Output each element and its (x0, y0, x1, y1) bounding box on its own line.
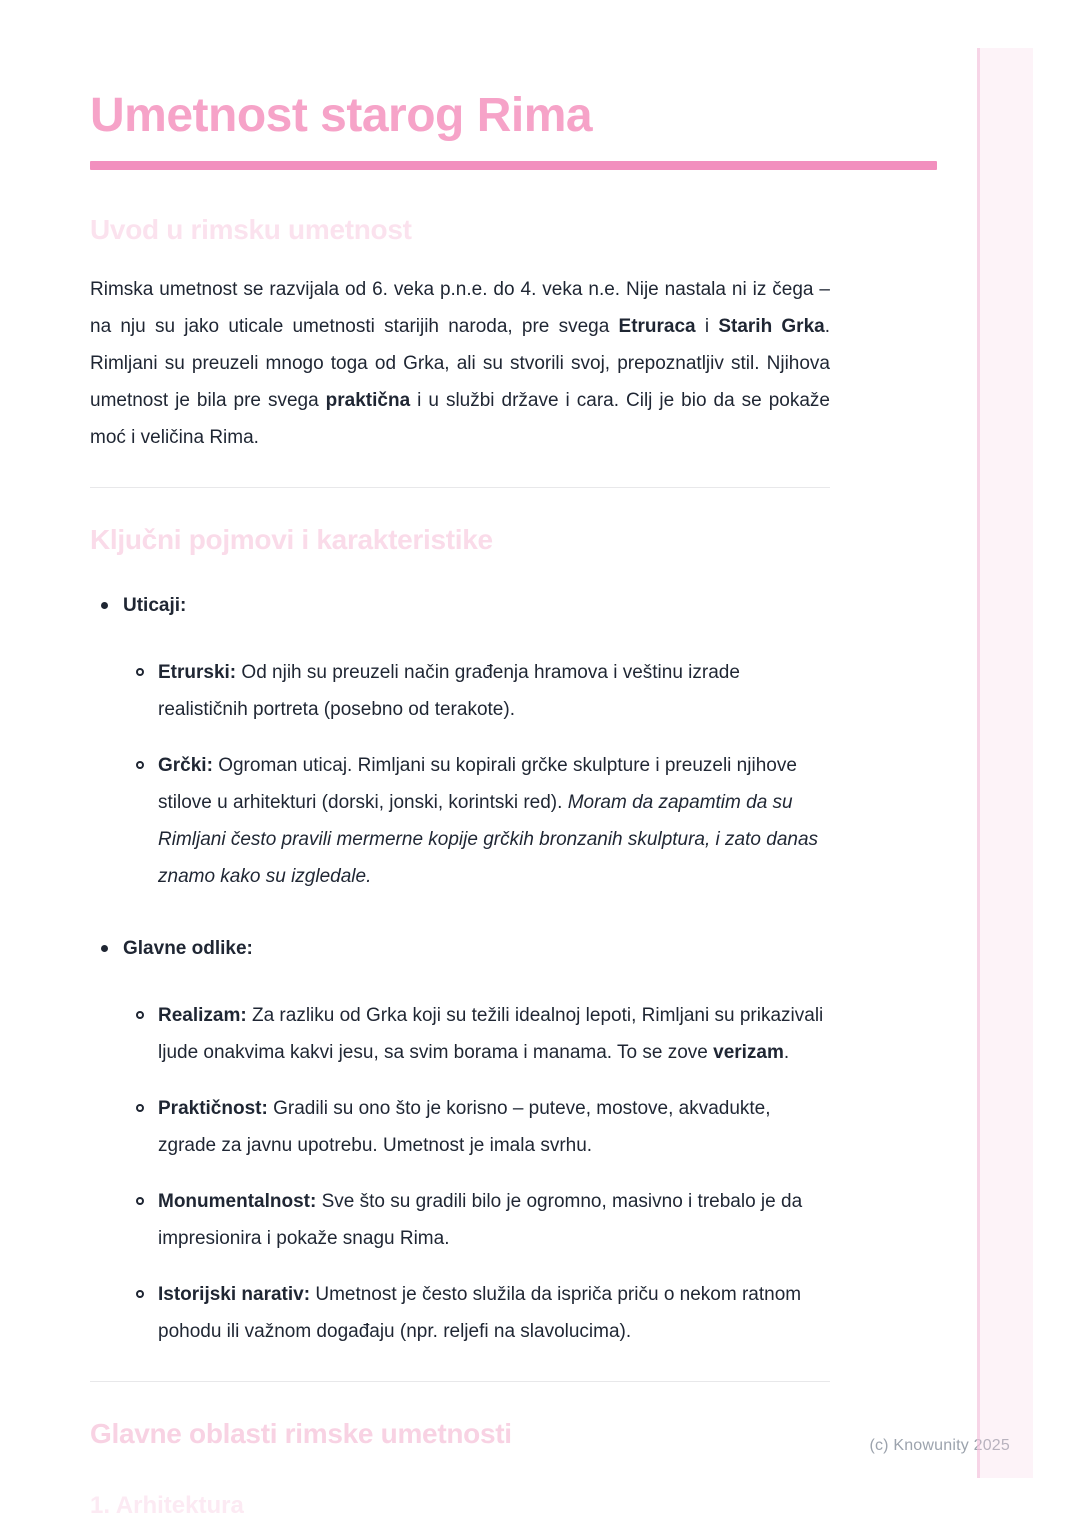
circle-bullet-icon (136, 1011, 144, 1019)
list-item-label: Uticaji: (123, 595, 187, 617)
list-item-realizam (90, 997, 830, 1071)
list-item-label: Glavne odlike: (123, 938, 253, 960)
section-heading-intro: Uvod u rimsku umetnost (90, 214, 412, 246)
list-item-lead: Istorijski narativ: (158, 1284, 311, 1306)
circle-bullet-icon (136, 1197, 144, 1205)
watermark-strip (977, 48, 1033, 1478)
list-item-istorijski-narativ (90, 1276, 830, 1350)
section-divider (90, 1381, 830, 1382)
list-item-text: . (783, 1042, 790, 1064)
list-item-text: Ogroman uticaj. Rimljani su kopirali grčke skulpture i preuzeli njihove stilove u arhitekturi (dorski, jonski, korintski red). (158, 755, 797, 814)
list-item-grcki (90, 747, 830, 895)
circle-bullet-icon (136, 1104, 144, 1112)
subsection-heading-arhitektura: 1. Arhitektura (90, 1492, 244, 1520)
section-divider (90, 487, 830, 488)
list-item-text: Sve što su gradili bilo je ogromno, masivno i trebalo je da impresionira i pokaže snagu Rima. (158, 1191, 803, 1250)
circle-bullet-icon (136, 1290, 144, 1298)
list-item-text: Od njih su preuzeli način građenja hramova i veštinu izrade realističnih portreta (posebno od terakote). (158, 662, 740, 721)
list-item-lead: Realizam: (158, 1005, 247, 1027)
glavne-odlike-sublist (90, 997, 830, 1350)
title-underline-bar (90, 161, 937, 170)
document-content (90, 0, 937, 1520)
list-item-bold-verizam: verizam (713, 1042, 784, 1064)
uticaji-sublist (90, 654, 830, 895)
intro-text-segment: Rimska umetnost se razvijala od 6. veka p.n.e. do 4. veka n.e. Nije nastala ni iz čega – na nju su jako uticale umetnosti starijih naroda, pre svega (90, 279, 830, 338)
list-item-lead: Etrurski: (158, 662, 237, 684)
circle-bullet-icon (136, 761, 144, 769)
list-item-lead: Grčki: (158, 755, 213, 777)
intro-text-segment: . Rimljani su preuzeli mnogo toga od Grka, ali su stvorili svoj, prepoznatljiv stil. Njihova umetnost je bila pre svega (90, 316, 830, 412)
list-item-uticaji (90, 587, 830, 624)
intro-paragraph (90, 271, 830, 456)
intro-bold-etruraca: Etruraca (618, 316, 696, 338)
list-item-prakticnost (90, 1090, 830, 1164)
list-item-glavne-odlike (90, 930, 830, 967)
list-item-italic-note: Moram da zapamtim da su Rimljani često pravili mermerne kopije grčkih bronzanih skulptura, i zato danas znamo kako su izgledale. (158, 792, 819, 888)
footer-credit: (c) Knowunity 2025 (869, 1437, 1010, 1454)
list-item-etrurski (90, 654, 830, 728)
intro-bold-starih-grka: Starih Grka (718, 316, 825, 338)
list-item-text: Za razliku od Grka koji su težili idealnoj lepoti, Rimljani su prikazivali ljude onakvima kakvi jesu, sa svim borama i manama. To se zove (158, 1005, 824, 1064)
section-heading-key-concepts: Ključni pojmovi i karakteristike (90, 524, 493, 556)
key-concepts-list (90, 587, 830, 1350)
list-item-monumentalnost (90, 1183, 830, 1257)
intro-bold-prakticna: praktična (325, 390, 411, 412)
list-item-lead: Praktičnost: (158, 1098, 268, 1120)
circle-bullet-icon (136, 668, 144, 676)
intro-text-segment: i (695, 316, 719, 338)
intro-text-segment: i u službi države i cara. Cilj je bio da se pokaže moć i veličina Rima. (90, 390, 830, 449)
section-heading-main-areas: Glavne oblasti rimske umetnosti (90, 1418, 512, 1450)
page-title: Umetnost starog Rima (90, 89, 593, 142)
list-item-text: Umetnost je često služila da ispriča priču o nekom ratnom pohodu ili važnom događaju (npr. reljefi na slavolucima). (158, 1284, 802, 1343)
bullet-icon (101, 602, 108, 609)
list-item-text: Gradili su ono što je korisno – puteve, mostove, akvadukte, zgrade za javnu upotrebu. Umetnost je imala svrhu. (158, 1098, 771, 1157)
list-item-lead: Monumentalnost: (158, 1191, 317, 1213)
bullet-icon (101, 945, 108, 952)
